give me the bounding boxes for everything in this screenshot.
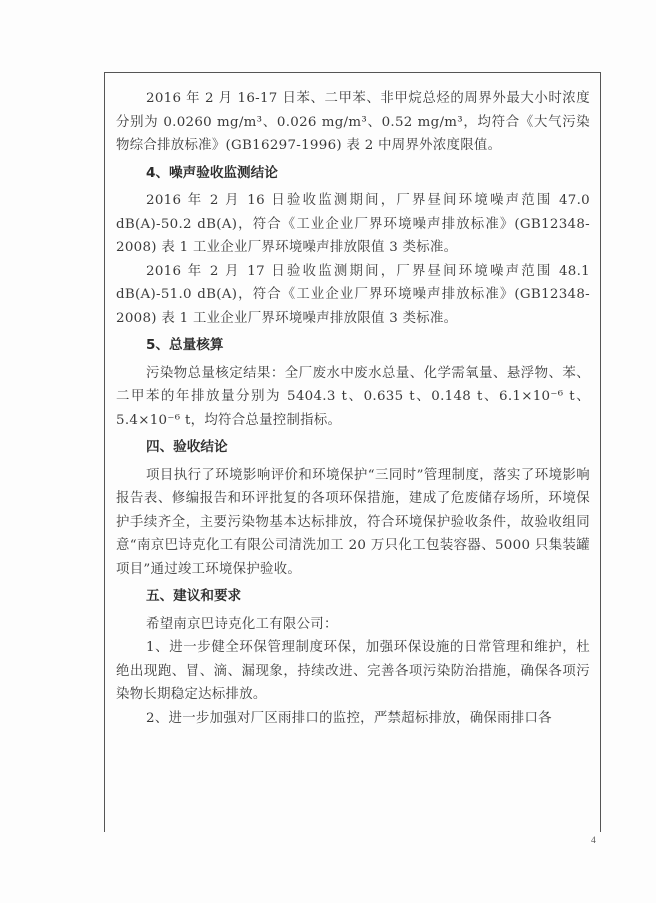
page-number: 4 (591, 836, 596, 846)
paragraph-voc-concentration: 2016 年 2 月 16-17 日苯、二甲苯、非甲烷总烃的周界外最大小时浓度分别为 0.0260 mg/m³、0.026 mg/m³、0.52 mg/m³，均符合《大气污染物综合排放标准》(GB16297-1996) 表 2 中周界外浓度限值。 (116, 91, 590, 153)
paragraph-noise-feb16: 2016 年 2 月 16 日验收监测期间，厂界昼间环境噪声范围 47.0 dB(A)-50.2 dB(A)，符合《工业企业厂界环境噪声排放标准》(GB12348-2008) 表 1 工业企业厂界环境噪声排放限值 3 类标准。 (116, 193, 590, 255)
heading-noise-conclusion: 4、噪声验收监测结论 (146, 164, 278, 181)
paragraph-total-amount: 污染物总量核定结果：全厂废水中废水总量、化学需氧量、悬浮物、苯、二甲苯的年排放量分别为 5404.3 t、0.635 t、0.148 t、6.1×10⁻⁶ t、5.4×10⁻⁶ t，均符合总量控制指标。 (116, 365, 590, 428)
paragraph-acceptance-conclusion: 项目执行了环境影响评价和环境保护“三同时”管理制度，落实了环境影响报告表、修编报告和环评批复的各项环保措施，建成了危废储存场所，环境保护手续齐全，主要污染物基本达标排放，符合环境保护验收条件，故验收组同意“南京巴诗克化工有限公司清洗加工 20 万只化工包装容器、5000 只集装罐项目”通过竣工环境保护验收。 (116, 467, 590, 577)
document-body (116, 87, 590, 730)
paragraph-suggestion-2: 2、进一步加强对厂区雨排口的监控，严禁超标排放，确保雨排口各 (146, 710, 552, 726)
paragraph-company-address: 希望南京巴诗克化工有限公司： (146, 616, 338, 632)
heading-acceptance-conclusion: 四、验收结论 (146, 439, 228, 455)
paragraph-suggestion-1: 1、进一步健全环保管理制度环保，加强环保设施的日常管理和维护，杜绝出现跑、冒、滴、漏现象，持续改进、完善各项污染防治措施，确保各项污染物长期稳定达标排放。 (116, 640, 590, 702)
heading-suggestions: 五、建议和要求 (146, 588, 242, 604)
heading-total-amount: 5、总量核算 (146, 337, 224, 353)
paragraph-noise-feb17: 2016 年 2 月 17 日验收监测期间，厂界昼间环境噪声范围 48.1 dB(A)-51.0 dB(A)，符合《工业企业厂界环境噪声排放标准》(GB12348-2008) 表 1 工业企业厂界环境噪声排放限值 3 类标准。 (116, 263, 590, 326)
